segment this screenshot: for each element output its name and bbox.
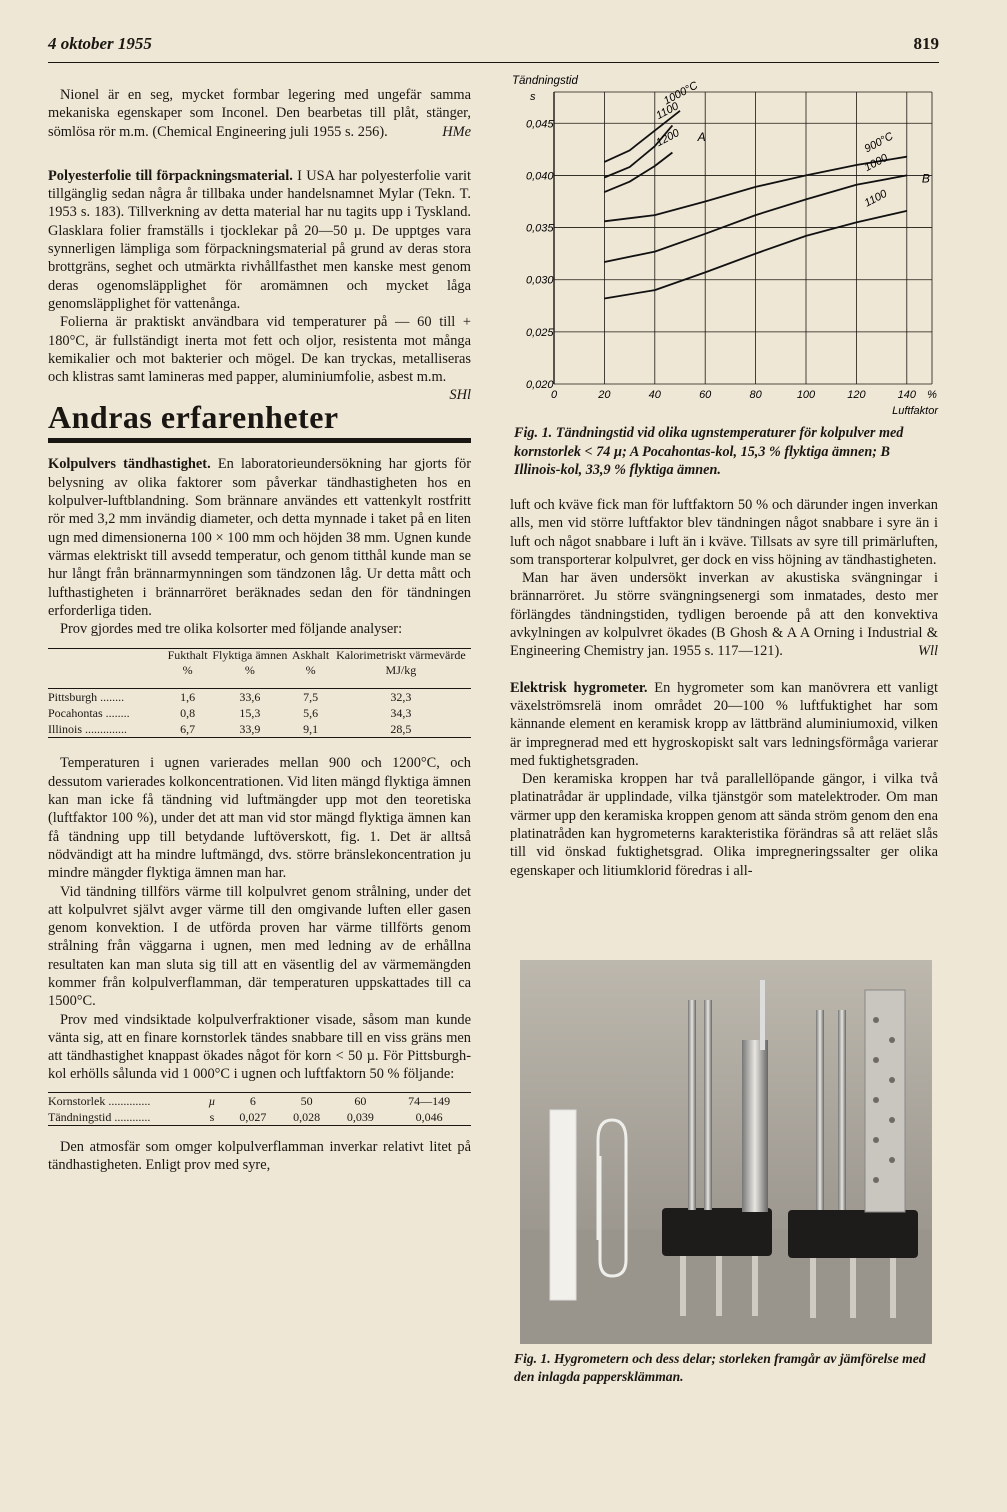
col-unit: % bbox=[244, 663, 255, 678]
header-rule bbox=[48, 62, 939, 63]
x-tick-label: 40 bbox=[648, 389, 661, 401]
y-axis-label: Tändningstid bbox=[512, 75, 578, 87]
series-label: 1100 bbox=[862, 187, 890, 210]
kolpulver-continued-2 bbox=[510, 569, 938, 660]
polyester-paragraph bbox=[48, 167, 471, 313]
x-unit-label: % bbox=[927, 389, 937, 401]
series-label: 1000 bbox=[862, 151, 890, 175]
electrode-rod bbox=[704, 1000, 712, 1210]
table-row bbox=[48, 1092, 471, 1109]
wire bbox=[760, 980, 765, 1050]
table-cell: 33,6 bbox=[239, 690, 261, 705]
table-cell: 0,027 bbox=[239, 1109, 267, 1124]
page-number: 819 bbox=[913, 34, 939, 53]
table-cell: 60 bbox=[354, 1093, 367, 1108]
hygrometer-photo bbox=[520, 960, 932, 1344]
right-column bbox=[510, 496, 938, 880]
hygrometer-photo-illustration bbox=[520, 960, 932, 1344]
table-cell: 28,5 bbox=[390, 722, 412, 737]
table-row bbox=[48, 705, 471, 721]
nionel-paragraph bbox=[48, 86, 471, 141]
y-tick-label: 0,030 bbox=[526, 274, 554, 287]
electrode-rod bbox=[816, 1010, 824, 1210]
y-tick-label: 0,040 bbox=[526, 170, 554, 183]
kolpulver-continued: luft och kväve fick man för luftfaktorn 50 % och därunder ingen inverkan alls, men vid större luftfaktor blev tändningen något snabbare i syre än i luft och något snabbare i luft än i kväve. Tillsats av syre till primärluften, som transporterar kolpulvret, ger dock en viss höjning av tändhastigheten. bbox=[510, 497, 938, 568]
group-label-a: A bbox=[697, 130, 706, 145]
nionel-signature: HMe bbox=[442, 123, 471, 140]
paper-rod bbox=[550, 1110, 576, 1300]
kolpulver-paragraph-5: Prov med vindsiktade kolpulverfraktioner visade, såsom man kunde vänta sig, att en finare kornstorlek tändes snabbare till en viss gräns men att tändhastighet knappast ökades något för korn < 50 µ. För Pittsburgh-kol erhölls sålunda vid 1 000°C i ugnen och luftfaktorn 50 % följande: bbox=[48, 1011, 471, 1083]
col-unit: % bbox=[182, 663, 193, 678]
x-tick-label: 0 bbox=[550, 389, 558, 401]
polyester-text-2: Folierna är praktiskt användbara vid temperaturer på — 60 till + 180°C, är fullständigt inerta mot fett och oljor, resistenta mot många kemikalier och mot bakterier och mögel. De kan tryckas, metalliseras och klistras samt lamineras med papper, aluminiumfolie, asbest m.m. bbox=[48, 314, 471, 386]
hygrometer-text: En hygrometer som kan manövrera ett vanligt växelströmsrelä inom området 20—100 % luftfuktighet har som kännande element en keramisk kropp av lättbränd aluminiumoxid, vilken är impregnerad med ett hygroskopiskt salt vars ledningsförmåga varierar med fuktighetsgraden. bbox=[510, 679, 938, 769]
polyester-title: Polyesterfolie till förpackningsmaterial. bbox=[48, 167, 293, 184]
hygrometer-title: Elektrisk hygrometer. bbox=[510, 679, 648, 696]
table-cell: 0,8 bbox=[180, 706, 196, 721]
table-row bbox=[48, 689, 471, 706]
grain-size-table bbox=[48, 1092, 471, 1126]
coal-analysis-table bbox=[48, 648, 471, 738]
x-tick-label: 80 bbox=[749, 389, 762, 401]
kolpulver-continued-2-text: Man har även undersökt inverkan av akustiska svängningar i brännarröret. Ju större svängningsenergi som inmatades, desto mer förlängdes tändningstiden, tydligen beroende på att den konvektiva avkylningen av kolpulvret ökades (B Ghosh & A A Orning i Industrial & Engineering Chemistry jan. 1955 s. 117—121). bbox=[510, 570, 938, 660]
row-label: Pocahontas ........ bbox=[48, 706, 130, 721]
col-unit: MJ/kg bbox=[385, 663, 417, 678]
polyester-paragraph-2 bbox=[48, 313, 471, 404]
col-header-fukthalt: Fukthalt bbox=[167, 648, 208, 663]
table-row bbox=[48, 721, 471, 738]
col-header-flyktiga: Flyktiga ämnen bbox=[212, 648, 288, 663]
x-tick-label: 60 bbox=[699, 389, 712, 401]
row-label: Illinois .............. bbox=[48, 722, 128, 737]
polyester-text: I USA har polyesterfolie varit tillgänglig sedan några år tillbaka under handelsnamnet Mylar (Tekn. T. 1953 s. 183). Tillverkning av detta material har nu tagits upp i Tyskland. Glasklara folier framställs i tjocklekar på 20—50 µ. De upptges vara synnerligen lämpliga som förpackningsmaterial på grund av deras stora brottgräns, seghet och utmärkta rivhållfasthet men kanske mest genom deras ogenomsläpplighet för aromämnen och mycket låga genomsläpplighet för vattenånga. bbox=[48, 167, 471, 312]
table-cell: 7,5 bbox=[303, 690, 319, 705]
hygrometer-paragraph bbox=[510, 679, 938, 770]
group-label-b: B bbox=[921, 171, 930, 186]
col-header-askhalt: Askhalt bbox=[291, 648, 330, 663]
table-cell: 6 bbox=[249, 1093, 256, 1108]
series-label: 1200 bbox=[654, 127, 682, 150]
table-cell: 9,1 bbox=[303, 722, 319, 737]
col-unit: % bbox=[305, 663, 316, 678]
y-tick-label: 0,035 bbox=[526, 222, 554, 235]
figure-2-caption: Fig. 1. Hygrometern och dess delar; storleken framgår av jämförelse med den inlagda pappersklämman. bbox=[514, 1351, 926, 1384]
table-cell: 6,7 bbox=[180, 722, 196, 737]
series-line bbox=[604, 153, 672, 193]
table-cell: 0,046 bbox=[415, 1109, 443, 1124]
y-axis-unit: s bbox=[530, 91, 536, 103]
ignition-time-chart bbox=[510, 74, 942, 426]
figure-1-caption: Fig. 1. Tändningstid vid olika ugnstemperaturer för kolpulver med kornstorlek < 74 µ; A Pocahontas-kol, 15,3 % flyktiga ämnen; B Illinois-kol, 33,9 % flyktiga ämnen. bbox=[514, 425, 904, 478]
table-cell: 0,039 bbox=[346, 1109, 374, 1124]
y-tick-label: 0,020 bbox=[526, 379, 554, 391]
series-label: 900°C bbox=[862, 130, 896, 156]
left-column bbox=[48, 86, 471, 1174]
x-axis-label: Luftfaktor bbox=[892, 405, 938, 417]
nionel-text: Nionel är en seg, mycket formbar legering med ungefär samma mekaniska egenskaper som Inconel. Den bearbetas till plåt, stänger, sömlösa rör m.m. (Chemical Engineering juli 1955 s. 256). bbox=[48, 87, 471, 140]
kolpulver-paragraph-3: Temperaturen i ugnen varierades mellan 900 och 1200°C, och dessutom varierades kolkoncentrationen. Vid liten mängd flyktiga ämnen kan man icke få tändning vid luftmängder upp mot den teoretiska (luftfaktor 100 %), under det att man vid stor mängd flyktiga ämnen kan få tändning upp till betydande luftöverskott, fig. 1. Det är alltså nödvändigt att ha mindre luftmängd, dvs. större bränslekoncentration ju mindre mängder flyktiga ämnen man har. bbox=[48, 755, 471, 882]
table-cell: 74—149 bbox=[408, 1093, 451, 1108]
table-cell: 34,3 bbox=[390, 706, 412, 721]
x-tick-label: 140 bbox=[897, 389, 916, 401]
row-label: Kornstorlek .............. bbox=[48, 1093, 151, 1108]
table-row bbox=[48, 1109, 471, 1126]
perforated-cover bbox=[865, 990, 905, 1212]
ceramic-body bbox=[742, 1040, 768, 1212]
x-tick-label: 20 bbox=[598, 389, 611, 401]
electrode-rod bbox=[838, 1010, 846, 1210]
table-cell: 32,3 bbox=[390, 690, 412, 705]
series-label: 1000°C bbox=[661, 79, 700, 108]
kolpulver-paragraph-2: Prov gjordes med tre olika kolsorter med följande analyser: bbox=[60, 621, 403, 638]
kolpulver-title: Kolpulvers tändhastighet. bbox=[48, 456, 211, 473]
table-cell: 50 bbox=[300, 1093, 313, 1108]
series-label: 1100 bbox=[654, 100, 681, 123]
chart-svg bbox=[510, 74, 942, 426]
base-dark-2 bbox=[788, 1210, 918, 1258]
x-tick-label: 100 bbox=[796, 389, 816, 401]
electrode-rod bbox=[688, 1000, 696, 1210]
kolpulver-signature: Wll bbox=[918, 643, 938, 660]
section-title: Andras erfarenheter bbox=[48, 399, 339, 436]
hygrometer-paragraph-2: Den keramiska kroppen har två parallellöpande gängor, i vilka två platinatrådar är upplindade, vilka tjänstgör som matelektroder. Om man värmer upp den keramiska kroppen genom att sända ström genom den ena platinatråden kan hygrometerns karakteristika förändras så att reläet slås till vid önskad fuktighetsgrad. Olika impregneringssalter ger olika egenskaper och litiumklorid föredras i all- bbox=[510, 771, 938, 879]
kolpulver-paragraph bbox=[48, 455, 471, 620]
kolpulver-text: En laboratorieundersökning har gjorts för belysning av olika faktorer som påverkar tändhastigheten hos en kolpulver-luftblandning. Som brännare användes ett vattenkylt rostfritt rör med 3,2 mm invändig diameter, och detta mynnade i taket på en liten ugn med dimensionerna 100 × 100 mm och höjden 38 mm. Ugnen kunde värmas elektriskt till avsedd temperatur, och genom titthål kunde man se hur långt från brännarmynningen som tändzonen låg. Ur detta mått och lufthastigheten i brännarröret beräknades sedan den för tändningen erforderliga tiden. bbox=[48, 456, 471, 619]
row-label: Pittsburgh ........ bbox=[48, 690, 125, 705]
kolpulver-paragraph-4: Vid tändning tillförs värme till kolpulvret genom strålning, under det att kolpulvret självt avger värme till den omgivande luften eller gasen genom konvektion. I de utförda proven har värme tillförts genom strålning från väggarna i ugnen, men med ledning av de erhållna resultaten kan man sluta sig till att en väsentlig del av värmemängden kommer från kolpulverflamman, där temperaturen uppskattades till ca 1500°C. bbox=[48, 883, 471, 1010]
table-cell: 5,6 bbox=[303, 706, 319, 721]
y-tick-label: 0,045 bbox=[526, 118, 554, 131]
row-label: Tändningstid ............ bbox=[48, 1109, 151, 1124]
x-tick-label: 120 bbox=[847, 389, 866, 401]
section-rule bbox=[48, 438, 471, 443]
col-header-kalorimetriskt: Kalorimetriskt värmevärde bbox=[336, 648, 466, 663]
table-cell: 33,9 bbox=[239, 722, 261, 737]
polyester-signature: SHl bbox=[449, 387, 471, 404]
row-unit: s bbox=[209, 1109, 215, 1124]
base-dark-1 bbox=[662, 1208, 772, 1256]
row-unit: µ bbox=[208, 1093, 216, 1108]
table-cell: 1,6 bbox=[180, 690, 196, 705]
page-date: 4 oktober 1955 bbox=[48, 34, 152, 53]
table-cell: 0,028 bbox=[293, 1109, 321, 1124]
table-cell: 15,3 bbox=[239, 706, 261, 721]
kolpulver-paragraph-6: Den atmosfär som omger kolpulverflamman inverkar relativt litet på tändhastigheten. Enligt prov med syre, bbox=[48, 1138, 471, 1174]
y-tick-label: 0,025 bbox=[526, 326, 554, 339]
